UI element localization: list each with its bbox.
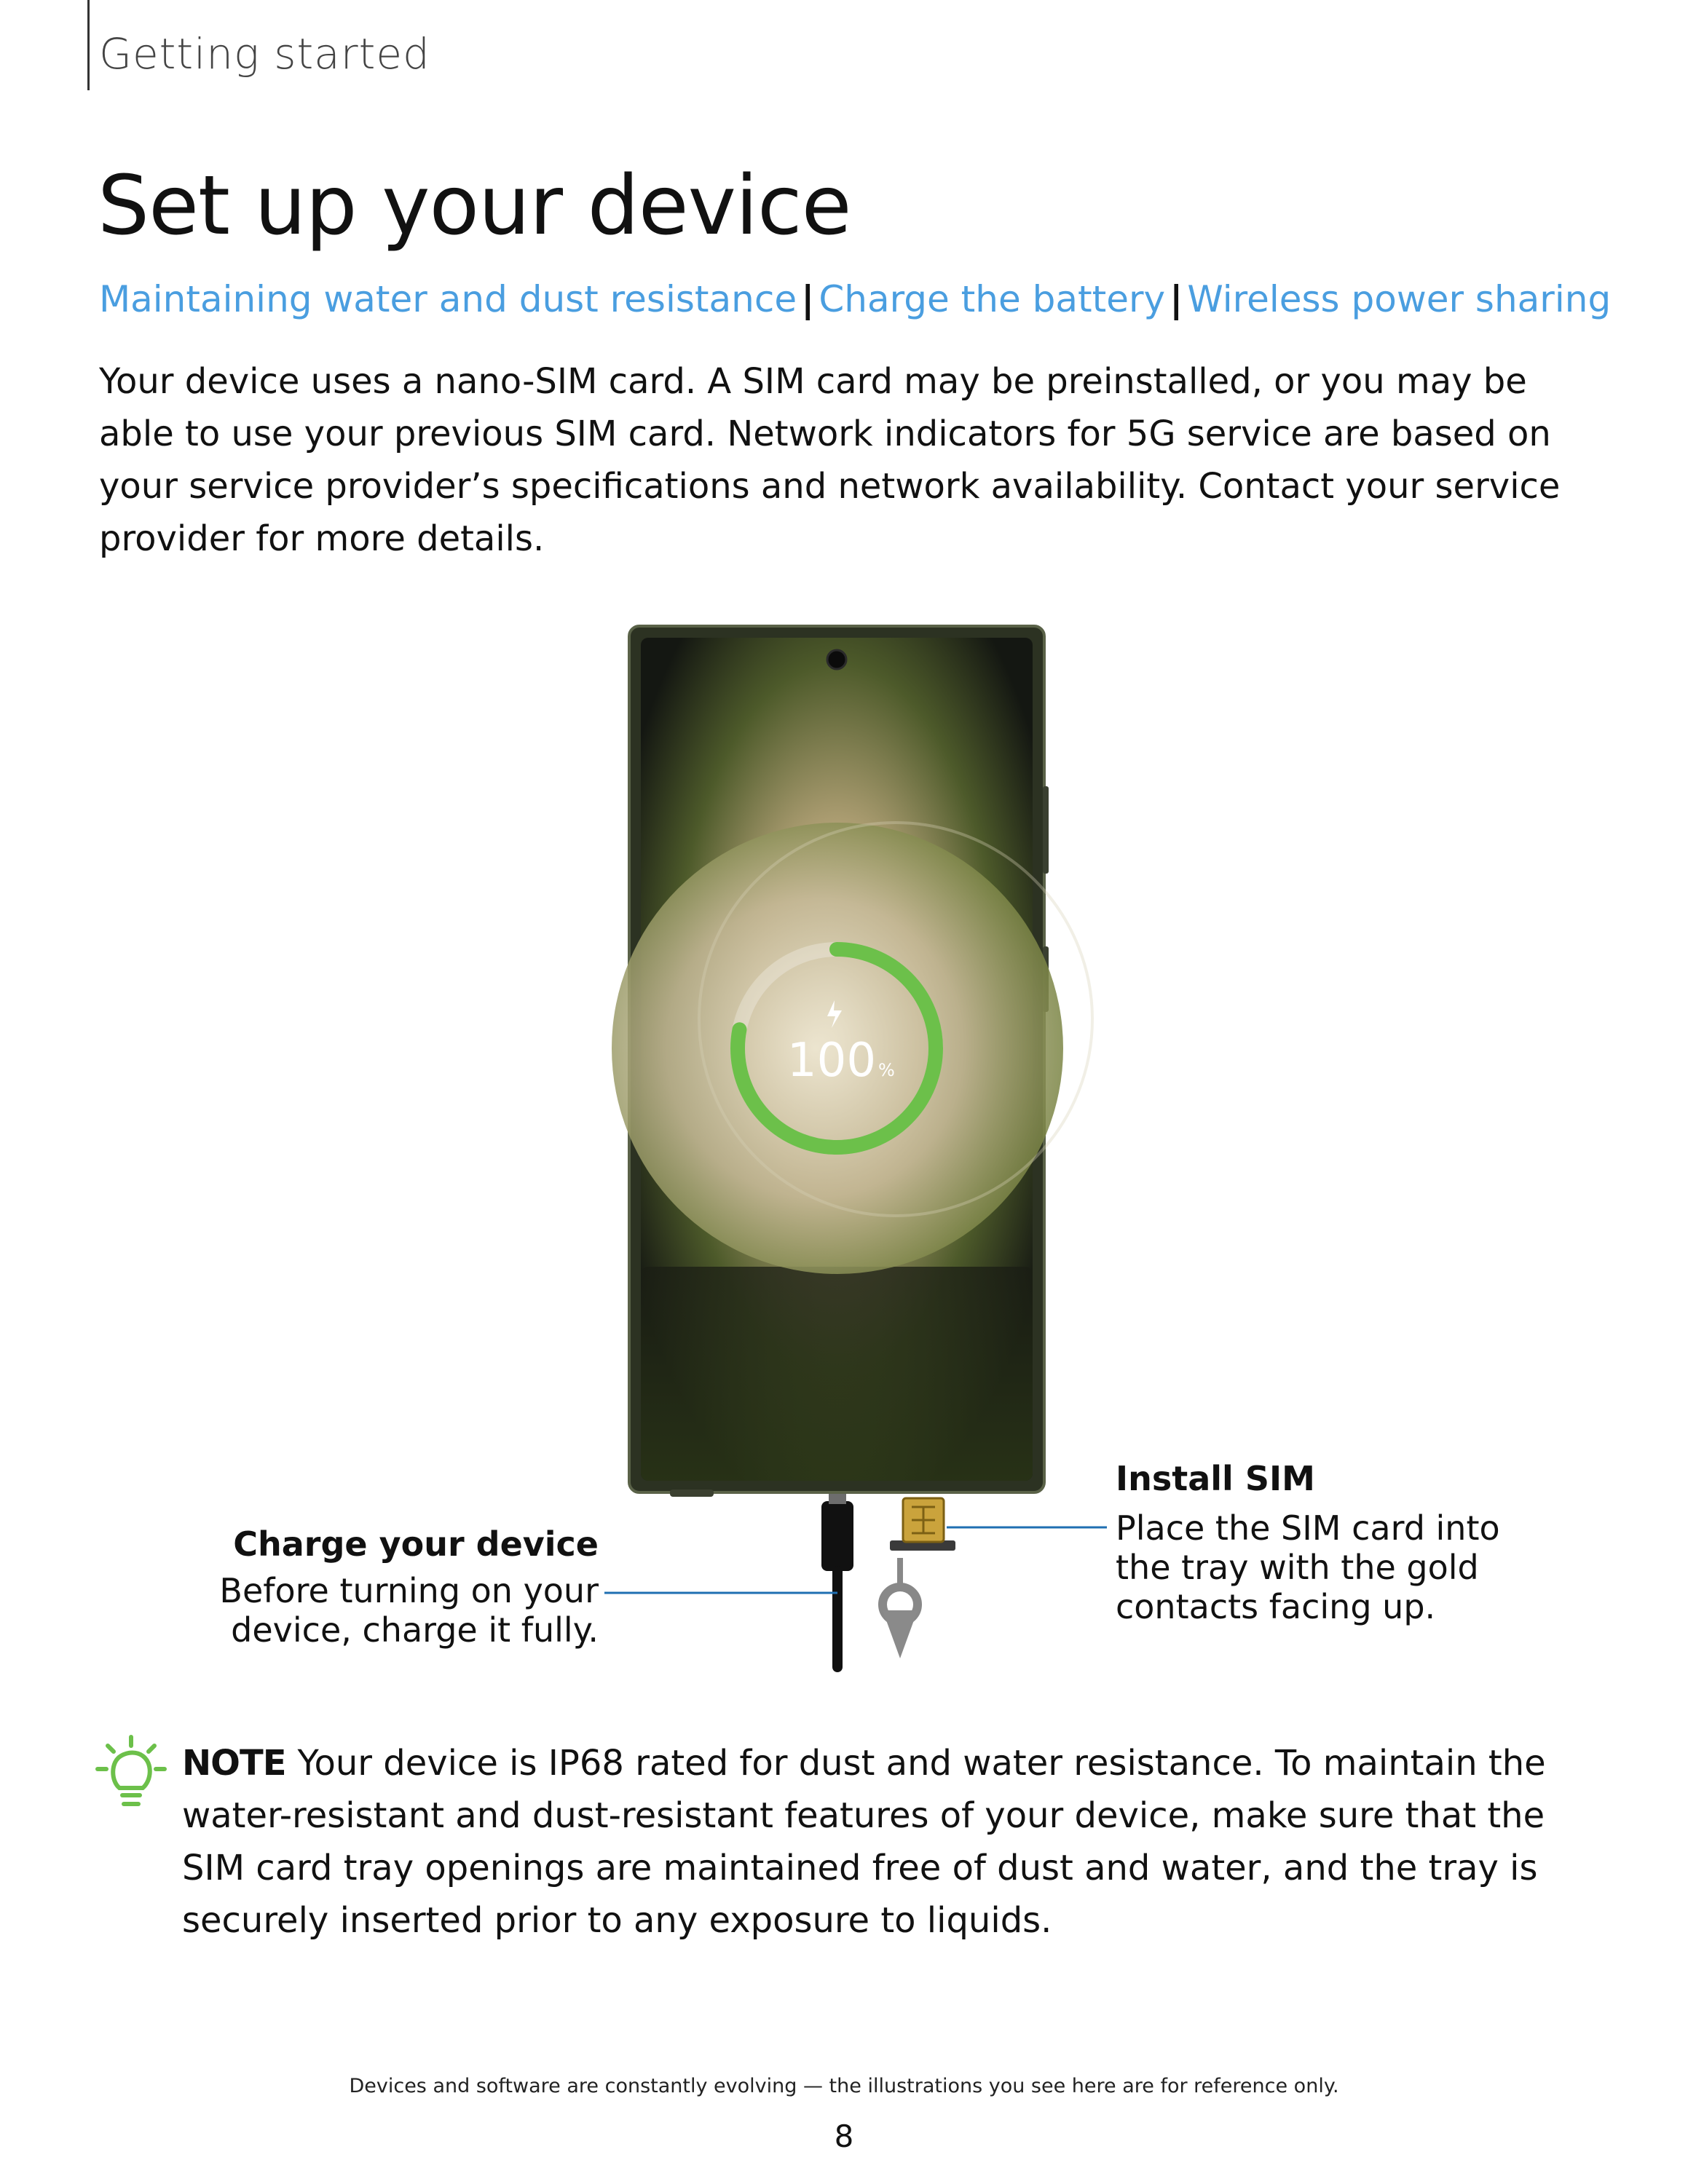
note-text: Your device is IP68 rated for dust and water resistance. To maintain the water-resistant and dust-resistant features of your device, make sure that the SIM card tray openings are maintained free of dust and water, and the tray is securely inserted prior to any exposure to liquids. — [182, 1743, 1546, 1941]
link-charge-battery[interactable]: Charge the battery — [819, 278, 1166, 320]
header-rule — [87, 0, 90, 90]
link-separator: | — [1170, 278, 1183, 320]
bottom-edge — [670, 1489, 714, 1497]
front-camera — [827, 650, 846, 669]
lightbulb-icon — [95, 1734, 167, 1814]
usb-plug — [829, 1494, 846, 1504]
link-water-dust-resistance[interactable]: Maintaining water and dust resistance — [99, 278, 797, 320]
link-wireless-power-sharing[interactable]: Wireless power sharing — [1187, 278, 1612, 320]
charge-callout-title: Charge your device — [233, 1524, 599, 1564]
intro-paragraph: Your device uses a nano-SIM card. A SIM card may be preinstalled, or you may be able to use your previous SIM card. Network indicators for 5G service are based on your service provider’s specifications and network availability. Contact your service provider for more details. — [99, 361, 1561, 559]
footer-disclaimer: Devices and software are constantly evolving — the illustrations you see here are for reference only. — [349, 2075, 1339, 2097]
note-paragraph — [182, 1737, 1609, 1947]
sim-eject-pin-shaft — [897, 1558, 903, 1587]
page-title: Set up your device — [98, 159, 851, 253]
sim-callout-title: Install SIM — [1116, 1459, 1315, 1498]
screen-lower-tint — [641, 1267, 1033, 1481]
battery-percent-value: 100 — [786, 1034, 877, 1088]
section-label: Getting started — [99, 29, 430, 79]
related-links — [99, 278, 1611, 320]
usb-connector — [821, 1501, 853, 1571]
sim-eject-pin — [883, 1610, 918, 1658]
battery-percent-symbol: % — [878, 1060, 895, 1080]
sim-callout-desc: Place the SIM card into the tray with the gold contacts facing up. — [1116, 1508, 1500, 1626]
volume-button — [1043, 786, 1049, 874]
note-label: NOTE — [182, 1743, 286, 1784]
link-separator: | — [801, 278, 815, 320]
charge-callout-desc: Before turning on your device, charge it fully. — [219, 1571, 599, 1650]
page-number: 8 — [834, 2118, 854, 2154]
